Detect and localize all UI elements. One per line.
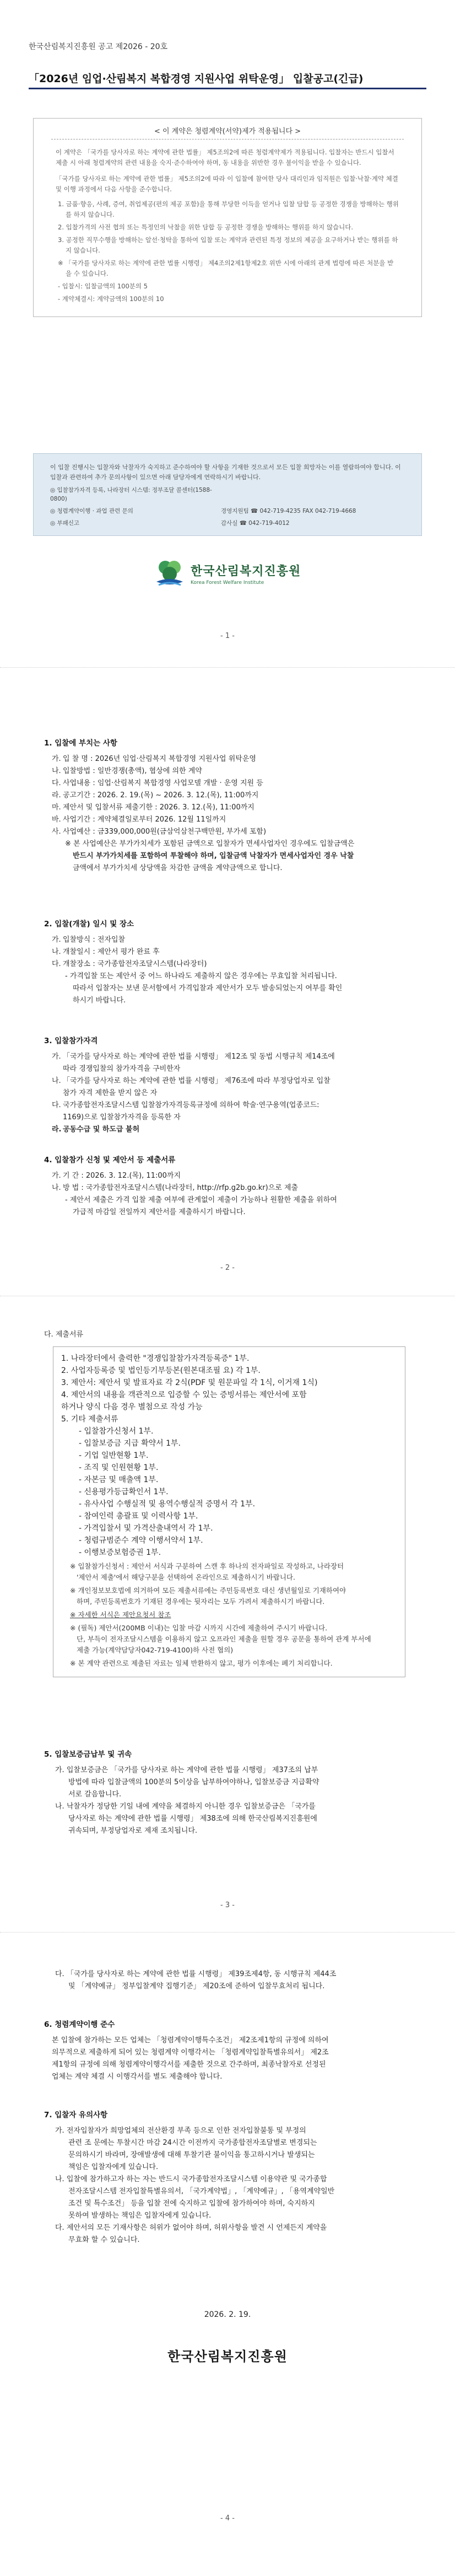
section-note: ※ 본 사업예산은 부가가치세가 포함된 금액으로 입찰자가 면세사업자인 경우에도 입찰금액은 xyxy=(65,840,355,848)
contact-label: ◎ 청렴계약이행 · 과업 관련 문의 xyxy=(50,508,133,514)
section-row: 나. 입찰방법 : 일반경쟁(총액), 협상에 의한 계약 xyxy=(52,767,202,775)
section-row: 가. 기 간 : 2026. 3. 12.(목), 11:00까지 xyxy=(52,1172,181,1180)
section-row: 못하여 발생하는 책임은 입찰자에게 있습니다. xyxy=(68,2212,212,2220)
submission-docs-header xyxy=(44,1329,419,1341)
doc-sub-item: - 조직 및 인원현황 1부. xyxy=(79,1463,159,1472)
doc-item: 5. 기타 제출서류 xyxy=(61,1415,118,1424)
doc-note: ※ 개인정보보호법에 의거하여 모든 제출서류에는 주민등록번호 대신 생년월일로 기재하여야 xyxy=(70,1586,346,1595)
section-note: 하시기 바랍니다. xyxy=(73,996,126,1005)
integrity-notice-sub: 「국가를 당사자로 하는 계약에 관한 법률」 제5조의2에 따라 이 입찰에 참여한 당사 대리인과 임직원은 입찰·낙찰·계약 체결 및 이행 과정에서 다음 사항을 준수합니다. xyxy=(56,175,398,193)
section-row: 본 입찰에 참가하는 모든 업체는 「청렴계약이행특수조건」 제2조제1항의 규정에 의하여 xyxy=(52,2036,329,2044)
doc-sub-item: - 입찰보증금 지급 확약서 1부. xyxy=(79,1439,181,1448)
section-row: 따라 경쟁입찰의 참가자격을 구비한자 xyxy=(63,1065,181,1073)
integrity-notice-box xyxy=(33,118,422,317)
page-number: - 2 - xyxy=(220,1264,235,1272)
doc-sub-item: - 자본금 및 매출액 1부. xyxy=(79,1475,159,1484)
contact-info-box xyxy=(33,453,422,536)
page-number: - 3 - xyxy=(220,1901,235,1909)
page-divider xyxy=(0,1932,455,1933)
doc-item: 하거나 양식 다음 경우 별첨으로 작성 가능 xyxy=(61,1403,203,1412)
notice-item: 3. 공정한 직무수행을 방해하는 알선·청탁을 통하여 입찰 또는 계약과 관련된 특정 정보의 제공을 요구하거나 받는 행위를 하지 않습니다. xyxy=(58,236,398,254)
section-row: 나. 개찰일시 : 제안서 평가 완료 후 xyxy=(52,948,160,956)
contact-row xyxy=(34,516,421,528)
contact-label: ◎ 부패신고 xyxy=(50,520,80,527)
section-row: 참가 자격 제한을 받지 않은 자 xyxy=(63,1089,158,1097)
doc-sub-item: - 청렴규범준수 계약 이행서약서 1부. xyxy=(79,1536,203,1545)
notice-item: ※ 「국가를 당사자로 하는 계약에 관한 법률 시행령」 제4조의2제1항제2호 위반 시에 아래의 관계 법령에 따른 처분을 받을 수 있습니다. xyxy=(58,259,394,277)
doc-note: ※ 입찰참가신청서 : 제안서 서식과 구분하여 스캔 후 하나의 전자파일로 작성하고, 나라장터 xyxy=(70,1562,344,1570)
contact-value: 감사실 ☎ 042-719-4012 xyxy=(221,520,290,527)
section-row: 나. 낙찰자가 정당한 기일 내에 계약을 체결하지 아니한 경우 입찰보증금은 「국가를 xyxy=(55,1802,316,1811)
doc-sub-item: - 참여인력 총괄표 및 이력사항 1부. xyxy=(79,1512,198,1521)
section-row: 전자조달시스템 전자입찰특별유의서, 「국가계약법」, 「계약예규」, 「용역계약일반 xyxy=(68,2187,335,2196)
section-title: 7. 입찰자 유의사항 xyxy=(44,2111,108,2119)
section-note: 가급적 마감일 전일까지 제안서를 제출하시기 바랍니다. xyxy=(73,1208,246,1216)
issuer-name: 한국산림복지진흥원 xyxy=(167,2349,288,2364)
section-note: 반드시 부가가치세를 포함하여 투찰해야 하며, 입찰금액 낙찰자가 면세사업자인 경우 낙찰 xyxy=(73,852,354,860)
section-row: 문의하시기 바라며, 장애발생에 대해 투찰기관 불이익을 통고하시거나 발생되는 xyxy=(68,2151,315,2159)
contact-label: ◎ 입찰참가자격 등록, 나라장터 시스템: 정부조달 콜센터(1588-0800) xyxy=(50,487,212,502)
page-divider xyxy=(0,667,455,668)
section-row: 귀속되며, 부정당업자로 제재 조치됩니다. xyxy=(68,1827,198,1835)
section-row: 다. 국가종합전자조달시스템 입찰참가자격등록규정에 의하여 학술·연구용역(업종코드: xyxy=(52,1101,319,1109)
section-row: 업체는 계약 체결 시 이행각서를 별도 제출해야 합니다. xyxy=(52,2073,223,2081)
doc-sub-item: - 신용평가등급확인서 1부. xyxy=(79,1488,169,1496)
page-number: - 1 - xyxy=(220,632,235,640)
doc-sub-item: - 가격입찰서 및 가격산출내역서 각 1부. xyxy=(79,1524,213,1533)
section-row: 다. 제안서의 모든 기재사항은 허위가 없어야 하며, 허위사항을 발견 시 언제든지 계약을 xyxy=(55,2224,327,2232)
section-row: 나. 「국가를 당사자로 하는 계약에 관한 법률 시행령」 제76조에 따라 부정당업자로 입찰 xyxy=(52,1077,331,1085)
logo-name: 한국산림복지진흥원 xyxy=(191,564,301,578)
section-row: 가. 입 찰 명 : 2026년 임업·산림복지 복합경영 지원사업 위탁운영 xyxy=(52,755,256,763)
section-7 xyxy=(44,2108,419,2246)
doc-sub-item: - 입찰참가신청서 1부. xyxy=(79,1427,154,1436)
page-title: 「2026년 임업·산림복지 복합경영 지원사업 위탁운영」 입찰공고(긴급) xyxy=(29,73,364,85)
doc-note: 단, 부득이 전자조달시스템을 이용하지 않고 오프라인 제출을 원할 경우 공문을 통하여 관계 부서에 xyxy=(77,1635,371,1643)
section-note: - 제안서 제출은 가격 입찰 제출 여부에 관계없이 제출이 가능하나 원활한 제출을 위하여 xyxy=(65,1196,337,1204)
section-note: 따라서 입찰자는 보낸 문서함에서 가격입찰과 제안서가 모두 발송되었는지 여부를 확인 xyxy=(73,984,343,992)
section-row: 가. 「국가를 당사자로 하는 계약에 관한 법률 시행령」 제12조 및 동법 시행규칙 제14조에 xyxy=(52,1053,335,1061)
section-title: 3. 입찰참가자격 xyxy=(44,1037,98,1045)
section-row: 사. 사업예산 : 금339,000,000원(금삼억삼천구백만원, 부가세 포함) xyxy=(52,828,267,836)
section-row: 나. 방 법 : 국가종합전자조달시스템(나라장터, http://rfp.g2b.go.kr)으로 제출 xyxy=(52,1184,299,1192)
section-row: 방법에 따라 입찰금액의 100분의 5이상을 납부하여야하나, 입찰보증금 지급확약 xyxy=(68,1778,319,1786)
integrity-notice-list xyxy=(34,195,421,304)
contact-info-paragraph: 이 입찰 진행시는 입찰자와 낙찰자가 숙지하고 준수하여야 할 사항을 기재한 것으로서 모든 입찰 희망자는 이를 열람하여야 합니다. 이 입찰과 관련하여 추가 문의사항이 있으면 아래 담당자에게 연락하시기 바랍니다. xyxy=(50,464,401,481)
doc-item: 3. 제안서: 제안서 및 발표자료 각 2식(PDF 및 원문파일 각 1식, 이거재 1식) xyxy=(61,1378,318,1387)
integrity-notice-heading: < 이 계약은 청렴계약(서약)제가 적용됩니다 > xyxy=(154,127,301,136)
contact-row xyxy=(34,503,421,516)
section-note: - 가격입찰 또는 제안서 중 어느 하나라도 제출하지 않은 경우에는 무효입찰 처리됩니다. xyxy=(65,972,337,980)
institute-logo xyxy=(153,557,302,590)
doc-sub-item: - 기업 일반현황 1부. xyxy=(79,1451,149,1460)
section-title: 4. 입찰참가 신청 및 제안서 등 제출서류 xyxy=(44,1156,176,1164)
section-5-continued xyxy=(44,1968,419,1993)
doc-note: ※ 본 계약 관련으로 제출된 자료는 일체 반환하지 않고, 평가 이후에는 폐기 처리합니다. xyxy=(70,1659,333,1667)
section-3 xyxy=(44,1034,419,1136)
submission-docs-box xyxy=(53,1346,405,1677)
doc-sub-item: - 이행보증보험증권 1부. xyxy=(79,1548,161,1557)
notice-item: 1. 금품·향응, 사례, 증여, 취업제공(편의 제공 포함)을 통해 부당한 이득을 얻거나 입찰 담합 등 공정한 경쟁을 방해하는 행위를 하지 않습니다. xyxy=(58,200,399,218)
section-title: 1. 입찰에 부치는 사항 xyxy=(44,739,117,748)
doc-item: 4. 제안서의 내용을 객관적으로 입증할 수 있는 증빙서류는 제안서에 포함 xyxy=(61,1391,307,1399)
section-title: 5. 입찰보증금납부 및 귀속 xyxy=(44,1750,132,1759)
section-row: 가. 전자입찰자가 희망업체의 전산환경 부족 등으로 인한 전자입찰불통 및 부정의 xyxy=(55,2127,306,2135)
doc-note: 하며, 주민등록번호가 기재된 경우에는 뒷자리는 모두 가려서 제출하시기 바랍니다. xyxy=(77,1597,325,1606)
section-row: 다. 사업내용 : 임업·산림복지 복합경영 사업모델 개발 · 운영 지원 등 xyxy=(52,779,263,787)
section-row: 다. 「국가를 당사자로 하는 계약에 관한 법률 시행령」 제39조제4항, 동 시행규칙 제44조 xyxy=(55,1970,337,1978)
title-bar xyxy=(29,65,426,89)
section-row: 라. 공동수급 및 하도급 불허 xyxy=(52,1125,140,1134)
section-row: 다. 개찰장소 : 국가종합전자조달시스템(나라장터) xyxy=(52,960,207,968)
section-note: 금액에서 부가가치세 상당액을 차감한 금액을 계약금액으로 합니다. xyxy=(73,864,283,872)
section-title: 6. 청렴계약이행 준수 xyxy=(44,2020,115,2029)
doc-note: ※ 자세한 서식은 제안요청서 참조 xyxy=(70,1611,171,1619)
doc-item: 2. 사업자등록증 및 법인등기부등본(원본대조필 요) 각 1부. xyxy=(61,1366,261,1375)
section-row: 조건 및 특수조건」 등을 입찰 전에 숙지하고 입찰에 참가하여야 하며, 숙지하지 xyxy=(68,2199,315,2208)
section-row: 1169)으로 입찰참가자격을 등록한 자 xyxy=(63,1113,181,1121)
issue-date: 2026. 2. 19. xyxy=(204,2310,251,2319)
section-row: 제1항의 규정에 의해 청렴계약이행각서를 제출한 것으로 간주하며, 최종낙찰자로 선정된 xyxy=(52,2060,326,2069)
tree-logo-icon xyxy=(153,557,186,589)
integrity-notice-paragraph: 이 계약은 「국가를 당사자로 하는 계약에 관한 법률」 제5조의2에 따른 청렴계약제가 적용됩니다. 입찰자는 반드시 입찰서 제출 시 아래 청렴계약의 관련 내용을 숙지·준수하여야 하며, 동 내용을 위반한 경우 불이익을 받을 수 있습니다. xyxy=(56,148,394,167)
doc-note: 제출 가능(계약담당자042-719-4100)하 사전 협의) xyxy=(77,1646,234,1654)
section-row: 라. 공고기간 : 2026. 2. 19.(목) ~ 2026. 3. 12.(목), 11:00까지 xyxy=(52,791,259,799)
doc-item: 1. 나라장터에서 출력한 "경쟁입찰참가자격등록증" 1부. xyxy=(61,1354,250,1363)
doc-note: ※ (필독) 제안서(200MB 이내)는 입찰 마감 시까지 시간에 제출하여 주시기 바랍니다. xyxy=(70,1624,328,1632)
logo-english-name: Korea Forest Welfare Institute xyxy=(191,579,264,586)
section-5 xyxy=(44,1748,419,1837)
contact-row xyxy=(34,482,421,503)
section-6 xyxy=(44,2018,419,2083)
section-row: 서로 갈음합니다. xyxy=(68,1790,122,1799)
section-row: 마. 제안서 및 입찰서류 제출기한 : 2026. 3. 12.(목), 11:00까지 xyxy=(52,803,254,812)
section-2 xyxy=(44,917,419,1007)
contact-value: 경영지원팀 ☎ 042-719-4235 FAX 042-719-4668 xyxy=(221,508,356,514)
page-number: - 4 - xyxy=(220,2514,235,2523)
notice-item: - 입찰시: 입찰금액의 100분의 5 xyxy=(58,282,148,290)
section-row: 의무적으로 제출하게 되어 있는 청렴계약 이행각서는 「청렴계약입찰특별유의서」 제2조 xyxy=(52,2048,329,2057)
doc-sub-item: - 유사사업 수행실적 및 용역수행실적 증명서 각 1부. xyxy=(79,1500,256,1509)
docs-header: 다. 제출서류 xyxy=(44,1330,84,1339)
notice-item: 2. 입찰가격의 사전 협의 또는 특정인의 낙찰을 위한 담합 등 공정한 경쟁을 방해하는 행위를 하지 않습니다. xyxy=(58,223,354,231)
section-row: 나. 입찰에 참가하고자 하는 자는 반드시 국가종합전자조달시스템 이용약관 및 국가종합 xyxy=(55,2175,327,2183)
section-row: 책임은 입찰자에게 있습니다. xyxy=(68,2163,159,2171)
section-row: 관련 조 문에는 투찰시간 마감 24시간 이전까지 국가종합전자조달별로 변경되는 xyxy=(68,2139,317,2147)
section-title: 2. 입찰(개찰) 일시 및 장소 xyxy=(44,920,134,929)
section-4 xyxy=(44,1153,419,1219)
doc-note: '제안서 제출'에서 해당구분을 선택하여 온라인으로 제출하시기 바랍니다. xyxy=(77,1573,295,1581)
section-row: 및 「계약예규」 정부입찰계약 집행기준」 제20조에 준하여 입찰무효처리 됩니다. xyxy=(68,1982,325,1990)
section-1 xyxy=(44,737,419,874)
section-row: 가. 입찰보증금은 「국가를 당사자로 하는 계약에 관한 법률 시행령」 제37조의 납부 xyxy=(55,1766,318,1774)
section-row: 바. 사업기간 : 계약체결일로부터 2026. 12월 11일까지 xyxy=(52,815,226,824)
section-row: 가. 입찰방식 : 전자입찰 xyxy=(52,936,126,944)
notice-item: - 계약체결시: 계약금액의 100분의 10 xyxy=(58,295,164,303)
section-row: 무효화 할 수 있습니다. xyxy=(68,2236,140,2244)
doc-number: 한국산림복지진흥원 공고 제2026 - 20호 xyxy=(29,42,168,51)
section-row: 당사자로 하는 계약에 관한 법률 시행령」 제38조에 의해 한국산림복지진흥원에 xyxy=(68,1815,317,1823)
